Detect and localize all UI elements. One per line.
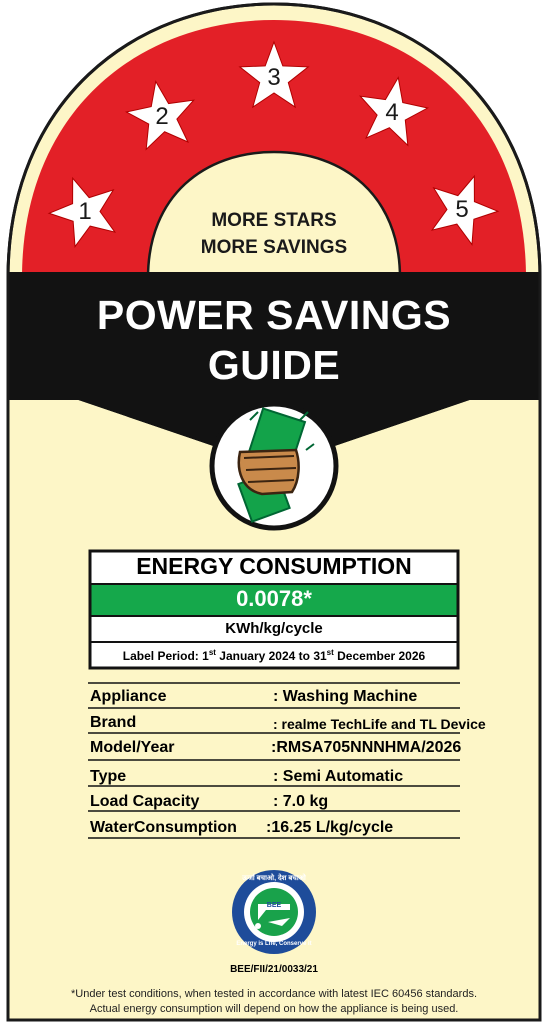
spec-value-water: :16.25 L/kg/cycle <box>266 819 394 836</box>
label-period: Label Period: 1st January 2024 to 31st December 2026 <box>122 648 426 663</box>
footnote-line-2: Actual energy consumption will depend on how the appliance is being used. <box>89 1003 459 1015</box>
star-3-label: 3 <box>267 64 281 91</box>
logo-hindi-text: ऊर्जा बचाओ, देश बचाओ <box>242 875 306 882</box>
spec-label-load: Load Capacity <box>90 793 200 810</box>
spec-label-appliance: Appliance <box>90 688 167 705</box>
logo-bee-text: BEE <box>266 902 282 909</box>
energy-unit: KWh/kg/cycle <box>225 620 323 637</box>
footnote-line-1: *Under test conditions, when tested in accordance with latest IEC 60456 standards. <box>70 988 477 1000</box>
spec-value-appliance: : Washing Machine <box>273 688 418 705</box>
energy-value: 0.0078* <box>236 586 312 611</box>
energy-title: ENERGY CONSUMPTION <box>136 553 412 579</box>
spec-label-brand: Brand <box>90 714 137 731</box>
star-1-label: 1 <box>78 198 92 225</box>
spec-value-type: : Semi Automatic <box>273 768 404 785</box>
star-4-label: 4 <box>385 99 399 126</box>
spec-value-brand: : realme TechLife and TL Device <box>273 716 486 732</box>
header-line-1: POWER SAVINGS <box>96 292 452 338</box>
logo-english-text: Energy is Life, Conserve it <box>236 941 312 947</box>
spec-value-load: : 7.0 kg <box>273 793 329 810</box>
message-line-1: MORE STARS <box>211 210 337 231</box>
spec-label-model: Model/Year <box>90 739 175 756</box>
spec-label-type: Type <box>90 768 127 785</box>
spec-label-water: WaterConsumption <box>90 819 237 836</box>
star-2-label: 2 <box>155 103 169 130</box>
star-5-label: 5 <box>455 196 469 223</box>
reference-number: BEE/FII/21/0033/21 <box>230 964 318 975</box>
spec-value-model: :RMSA705NNNHMA/2026 <box>271 739 462 756</box>
message-line-2: MORE SAVINGS <box>200 237 348 258</box>
header-line-2: GUIDE <box>207 342 341 388</box>
